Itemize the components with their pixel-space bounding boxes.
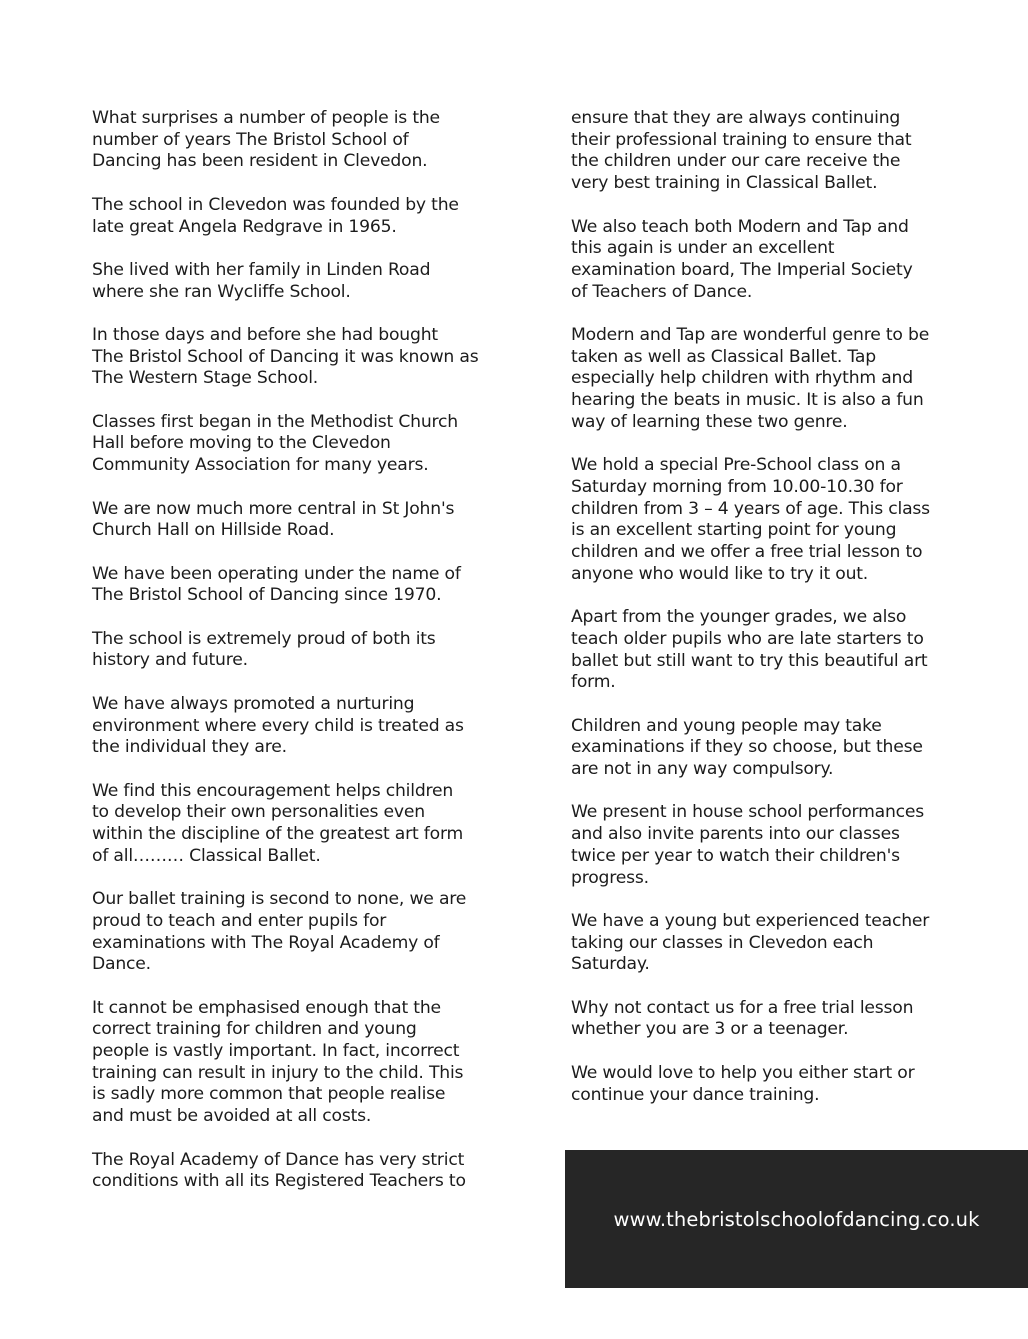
paragraph: We would love to help you either start or continue your dance training. — [571, 1062, 915, 1105]
paragraph: Why not contact us for a free trial lesson whether you are 3 or a teenager. — [571, 997, 914, 1040]
paragraph: Classes first began in the Methodist Church Hall before moving to the Clevedon Community Association for many years. — [92, 411, 458, 476]
paragraph: Children and young people may take examinations if they so choose, but these are not in any way compulsory. — [571, 715, 923, 780]
paragraph: We hold a special Pre-School class on a Saturday morning from 10.00-10.30 for children from 3 – 4 years of age. This class is an excellent starting point for young children and we offer a free trial lesson to anyone who would like to try it out. — [571, 455, 930, 584]
paragraph: It cannot be emphasised enough that the correct training for children and young people is vastly important. In fact, incorrect training can result in injury to the child. This is sadly more common that people realise and must be avoided at all costs. — [92, 997, 464, 1127]
paragraph: We present in house school performances and also invite parents into our classes twice per year to watch their children's progress. — [571, 802, 925, 888]
paragraph: The school is extremely proud of both its history and future. — [92, 628, 436, 671]
paragraph: We have always promoted a nurturing environment where every child is treated as the individual they are. — [92, 693, 464, 758]
website-url-link[interactable]: www.thebristolschoolofdancing.co.uk — [613, 1208, 980, 1231]
left-text-column — [92, 108, 532, 1215]
paragraph: The school in Clevedon was founded by the late great Angela Redgrave in 1965. — [92, 194, 459, 237]
paragraph: Our ballet training is second to none, we are proud to teach and enter pupils for examinations with The Royal Academy of Dance. — [92, 889, 467, 975]
paragraph: We are now much more central in St John's Church Hall on Hillside Road. — [92, 498, 455, 541]
paragraph: What surprises a number of people is the number of years The Bristol School of Dancing has been resident in Clevedon. — [92, 108, 440, 172]
paragraph: In those days and before she had bought The Bristol School of Dancing it was known as The Western Stage School. — [92, 324, 479, 389]
paragraph: We have been operating under the name of The Bristol School of Dancing since 1970. — [92, 563, 461, 606]
paragraph: We find this encouragement helps children to develop their own personalities even within the discipline of the greatest art form of all……… Classical Ballet. — [92, 780, 464, 866]
paragraph: ensure that they are always continuing their professional training to ensure that the children under our care receive the very best training in Classical Ballet. — [571, 108, 912, 194]
paragraph: Modern and Tap are wonderful genre to be taken as well as Classical Ballet. Tap especially help children with rhythm and hearing the beats in music. It is also a fun way of learning these two genre. — [571, 325, 930, 432]
paragraph: We have a young but experienced teacher taking our classes in Clevedon each Saturday. — [571, 910, 930, 975]
right-text-column — [571, 108, 991, 1128]
website-footer-box — [565, 1150, 1028, 1288]
paragraph: She lived with her family in Linden Road where she ran Wycliffe School. — [92, 259, 431, 302]
paragraph: The Royal Academy of Dance has very strict conditions with all its Registered Teachers to — [92, 1149, 466, 1192]
paragraph: Apart from the younger grades, we also teach older pupils who are late starters to ballet but still want to try this beautiful art form. — [571, 607, 928, 693]
paragraph: We also teach both Modern and Tap and this again is under an excellent examination board, The Imperial Society of Teachers of Dance. — [571, 216, 913, 302]
